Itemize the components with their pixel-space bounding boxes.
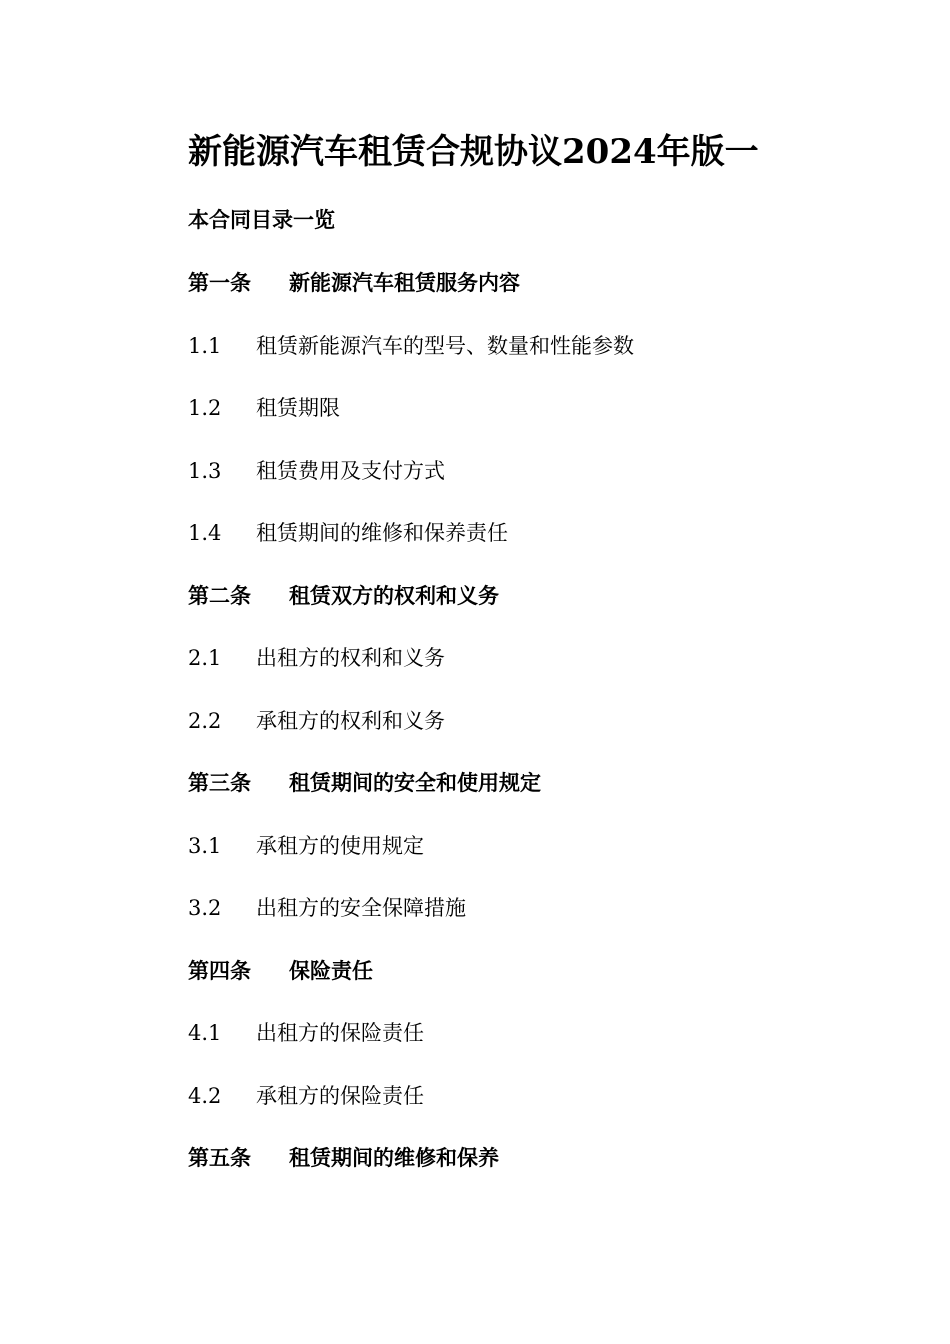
- toc-article-5: [188, 1142, 634, 1205]
- toc-entry-number: 1.3: [188, 458, 222, 483]
- toc-entry-text: 租赁期限: [256, 396, 340, 420]
- toc-heading: 本合同目录一览: [188, 207, 335, 232]
- toc-entry-text: 承租方的使用规定: [256, 833, 424, 858]
- toc-entry-number: 1.2: [188, 396, 222, 420]
- toc-entry-text: 租赁新能源汽车的型号、数量和性能参数: [256, 333, 634, 358]
- toc-entry-number: 第二条: [188, 582, 251, 608]
- toc-clause-4-1: [188, 1017, 634, 1080]
- toc-entry-number: 第五条: [188, 1145, 251, 1170]
- toc-entry-number: 4.1: [188, 1021, 222, 1045]
- toc-entry-text: 租赁期间的安全和使用规定: [289, 770, 541, 795]
- toc-entry-number: 第四条: [188, 957, 251, 983]
- toc-entry-text: 租赁期间的维修和保养: [289, 1145, 499, 1170]
- toc-entry-number: 2.2: [188, 708, 222, 733]
- toc-entry-number: 4.2: [188, 1083, 222, 1108]
- toc-article-2: [188, 580, 634, 643]
- table-of-contents: [188, 267, 634, 1205]
- toc-entry-number: 2.1: [188, 646, 222, 670]
- toc-entry-number: 3.2: [188, 896, 222, 920]
- toc-entry-text: 出租方的保险责任: [256, 1021, 424, 1045]
- toc-entry-text: 新能源汽车租赁服务内容: [289, 270, 520, 295]
- toc-clause-1-2: [188, 392, 634, 455]
- toc-entry-number: 第三条: [188, 770, 251, 795]
- toc-clause-1-3: [188, 455, 634, 518]
- toc-entry-text: 租赁期间的维修和保养责任: [256, 521, 508, 545]
- toc-article-1: [188, 267, 634, 330]
- toc-entry-text: 租赁费用及支付方式: [256, 458, 445, 483]
- toc-entry-text: 承租方的保险责任: [256, 1083, 424, 1108]
- toc-clause-1-4: [188, 517, 634, 580]
- toc-entry-text: 承租方的权利和义务: [256, 708, 445, 733]
- toc-article-3: [188, 767, 634, 830]
- toc-clause-1-1: [188, 330, 634, 393]
- toc-entry-text: 保险责任: [289, 957, 373, 983]
- toc-entry-text: 出租方的安全保障措施: [256, 896, 466, 920]
- toc-entry-text: 租赁双方的权利和义务: [289, 582, 499, 608]
- toc-entry-text: 出租方的权利和义务: [256, 646, 445, 670]
- toc-clause-3-2: [188, 892, 634, 955]
- toc-entry-number: 第一条: [188, 270, 251, 295]
- toc-entry-number: 3.1: [188, 833, 222, 858]
- document-title: 新能源汽车租赁合规协议2024年版一: [188, 132, 759, 172]
- toc-clause-4-2: [188, 1080, 634, 1143]
- toc-entry-number: 1.1: [188, 333, 222, 358]
- toc-clause-2-2: [188, 705, 634, 768]
- toc-entry-number: 1.4: [188, 521, 222, 545]
- toc-clause-3-1: [188, 830, 634, 893]
- toc-article-4: [188, 955, 634, 1018]
- toc-clause-2-1: [188, 642, 634, 705]
